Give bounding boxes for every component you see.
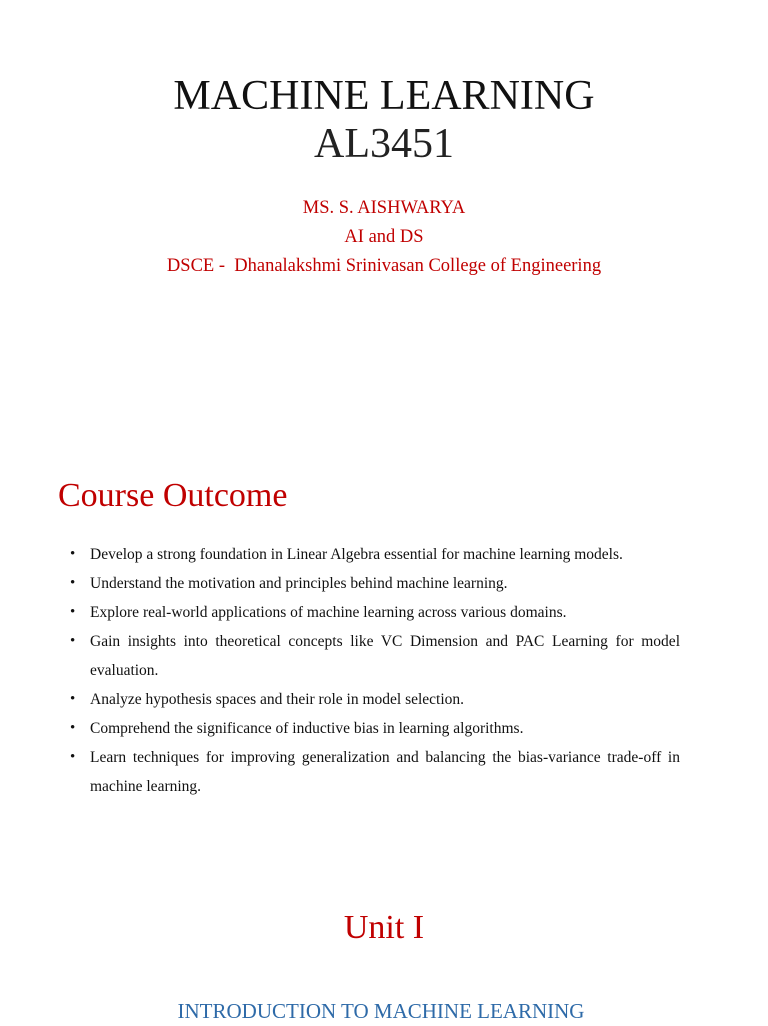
list-item-text: Analyze hypothesis spaces and their role in model selection.	[90, 691, 465, 708]
list-item	[70, 627, 680, 685]
bullet-icon: •	[70, 749, 76, 765]
course-outcome-list	[70, 540, 680, 801]
bullet-icon: •	[70, 691, 76, 707]
list-item	[70, 743, 680, 801]
list-item	[70, 714, 680, 743]
list-item-text: Develop a strong foundation in Linear Algebra essential for machine learning models.	[90, 546, 623, 563]
bullet-icon: •	[70, 604, 76, 620]
course-title: MACHINE LEARNING	[173, 73, 595, 119]
list-item-text: Comprehend the significance of inductive bias in learning algorithms.	[90, 720, 524, 737]
list-item	[70, 685, 680, 714]
list-item	[70, 598, 680, 627]
list-item-text: Explore real-world applications of machine learning across various domains.	[90, 604, 567, 621]
list-item	[70, 569, 680, 598]
unit-heading: Unit I	[343, 909, 425, 946]
author-college: DSCE - Dhanalakshmi Srinivasan College of Engineering	[166, 256, 602, 276]
unit-subtitle: INTRODUCTION TO MACHINE LEARNING	[177, 999, 585, 1023]
course-code: AL3451	[314, 121, 454, 167]
bullet-icon: •	[70, 575, 76, 591]
bullet-icon: •	[70, 720, 76, 736]
bullet-icon: •	[70, 546, 76, 562]
author-name: MS. S. AISHWARYA	[302, 198, 466, 218]
bullet-icon: •	[70, 633, 76, 649]
course-outcome-heading: Course Outcome	[58, 477, 288, 514]
list-item-text: Learn techniques for improving generalization and balancing the bias-variance trade-off in machine learning.	[90, 749, 680, 795]
list-item-text: Gain insights into theoretical concepts like VC Dimension and PAC Learning for model evaluation.	[90, 633, 680, 679]
list-item	[70, 540, 680, 569]
title-block	[0, 72, 768, 168]
author-department: AI and DS	[344, 227, 424, 247]
list-item-text: Understand the motivation and principles behind machine learning.	[90, 575, 508, 592]
author-block	[0, 194, 768, 281]
